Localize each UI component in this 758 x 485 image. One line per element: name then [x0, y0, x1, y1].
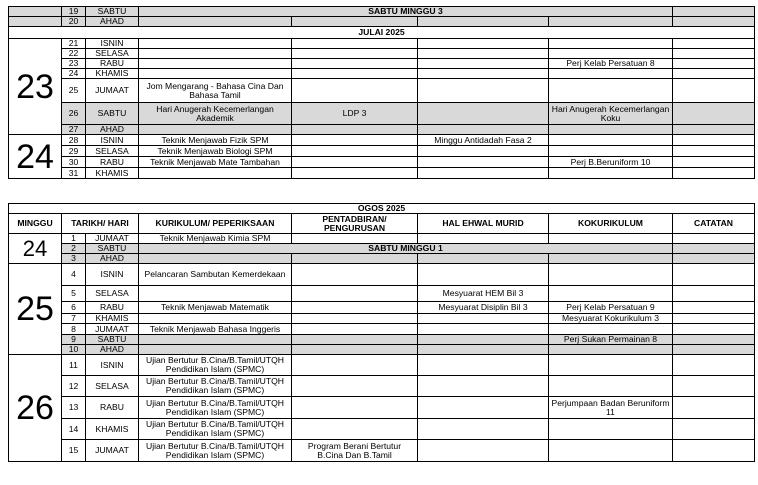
pentadbiran-cell: [292, 302, 418, 314]
pentadbiran-cell: [292, 69, 418, 79]
kokurikulum-cell: Perj Sukan Permainan 8: [549, 335, 673, 345]
hem-cell: [418, 345, 549, 355]
pentadbiran-cell: [292, 125, 418, 135]
day-cell: ISNIN: [86, 135, 139, 146]
kurikulum-cell: [139, 286, 292, 302]
saturday-week-banner: SABTU MINGGU 1: [139, 244, 673, 254]
kokurikulum-cell: [549, 49, 673, 59]
catatan-cell: [673, 59, 755, 69]
catatan-cell: [673, 376, 755, 397]
pentadbiran-cell: LDP 3: [292, 103, 418, 125]
pentadbiran-cell: [292, 39, 418, 49]
hem-cell: [418, 59, 549, 69]
catatan-cell: [673, 302, 755, 314]
kokurikulum-cell: [549, 168, 673, 179]
catatan-cell: [673, 264, 755, 286]
kurikulum-cell: Teknik Menjawab Fizik SPM: [139, 135, 292, 146]
kokurikulum-cell: [549, 135, 673, 146]
kurikulum-cell: Teknik Menjawab Kimia SPM: [139, 234, 292, 244]
pentadbiran-cell: [292, 419, 418, 440]
pentadbiran-cell: [292, 17, 418, 27]
day-cell: ISNIN: [86, 39, 139, 49]
catatan-cell: [673, 157, 755, 168]
hem-cell: [418, 125, 549, 135]
hem-cell: [418, 234, 549, 244]
hem-cell: [418, 324, 549, 335]
kurikulum-cell: Pelancaran Sambutan Kemerdekaan: [139, 264, 292, 286]
day-cell: RABU: [86, 157, 139, 168]
date-cell: 21: [62, 39, 86, 49]
catatan-cell: [673, 125, 755, 135]
hem-cell: [418, 376, 549, 397]
kurikulum-cell: Ujian Bertutur B.Cina/B.Tamil/UTQH Pendidikan Islam (SPMC): [139, 440, 292, 462]
kokurikulum-cell: [549, 69, 673, 79]
date-cell: 10: [62, 345, 86, 355]
day-cell: KHAMIS: [86, 168, 139, 179]
hem-cell: [418, 49, 549, 59]
kurikulum-cell: Hari Anugerah Kecemerlangan Akademik: [139, 103, 292, 125]
day-cell: KHAMIS: [86, 419, 139, 440]
day-cell: SABTU: [86, 335, 139, 345]
pentadbiran-cell: [292, 345, 418, 355]
day-cell: SELASA: [86, 286, 139, 302]
pentadbiran-cell: [292, 376, 418, 397]
pentadbiran-cell: [292, 286, 418, 302]
pentadbiran-cell: [292, 254, 418, 264]
kokurikulum-cell: [549, 324, 673, 335]
week-number: 23: [9, 39, 62, 135]
day-cell: JUMAAT: [86, 234, 139, 244]
date-cell: 14: [62, 419, 86, 440]
date-cell: 23: [62, 59, 86, 69]
hem-cell: Minggu Antidadah Fasa 2: [418, 135, 549, 146]
date-cell: 27: [62, 125, 86, 135]
kurikulum-cell: Jom Mengarang - Bahasa Cina Dan Bahasa Tamil: [139, 79, 292, 103]
kokurikulum-cell: Mesyuarat Kokurikulum 3: [549, 314, 673, 324]
kurikulum-cell: [139, 69, 292, 79]
kurikulum-cell: [139, 17, 292, 27]
kokurikulum-cell: [549, 234, 673, 244]
kurikulum-cell: [139, 254, 292, 264]
catatan-cell: [673, 244, 755, 254]
pentadbiran-cell: [292, 335, 418, 345]
header-hem: HAL EHWAL MURID: [418, 214, 549, 234]
catatan-cell: [673, 314, 755, 324]
date-cell: 12: [62, 376, 86, 397]
day-cell: AHAD: [86, 345, 139, 355]
catatan-cell: [673, 324, 755, 335]
kokurikulum-cell: [549, 125, 673, 135]
pentadbiran-cell: Program Berani Bertutur B.Cina Dan B.Tamil: [292, 440, 418, 462]
week-number: 26: [9, 355, 62, 462]
day-cell: JUMAAT: [86, 440, 139, 462]
hem-cell: [418, 69, 549, 79]
day-cell: SABTU: [86, 7, 139, 17]
day-cell: SELASA: [86, 376, 139, 397]
kurikulum-cell: [139, 125, 292, 135]
hem-cell: [418, 103, 549, 125]
pentadbiran-cell: [292, 314, 418, 324]
hem-cell: [418, 157, 549, 168]
kurikulum-cell: [139, 314, 292, 324]
catatan-cell: [673, 7, 755, 17]
kurikulum-cell: Ujian Bertutur B.Cina/B.Tamil/UTQH Pendidikan Islam (SPMC): [139, 419, 292, 440]
hem-cell: [418, 314, 549, 324]
catatan-cell: [673, 135, 755, 146]
date-cell: 22: [62, 49, 86, 59]
pentadbiran-cell: [292, 157, 418, 168]
kokurikulum-cell: [549, 254, 673, 264]
day-cell: RABU: [86, 397, 139, 419]
catatan-cell: [673, 168, 755, 179]
day-cell: JUMAAT: [86, 79, 139, 103]
catatan-cell: [673, 17, 755, 27]
date-cell: 9: [62, 335, 86, 345]
hem-cell: [418, 254, 549, 264]
date-cell: 8: [62, 324, 86, 335]
date-cell: 19: [62, 7, 86, 17]
date-cell: 6: [62, 302, 86, 314]
month-header: JULAI 2025: [9, 27, 755, 39]
hem-cell: Mesyuarat Disiplin Bil 3: [418, 302, 549, 314]
kurikulum-cell: Ujian Bertutur B.Cina/B.Tamil/UTQH Pendidikan Islam (SPMC): [139, 397, 292, 419]
month-header: OGOS 2025: [9, 204, 755, 214]
pentadbiran-cell: [292, 168, 418, 179]
kokurikulum-cell: [549, 355, 673, 376]
kurikulum-cell: Teknik Menjawab Matematik: [139, 302, 292, 314]
day-cell: SELASA: [86, 49, 139, 59]
pentadbiran-cell: [292, 234, 418, 244]
kokurikulum-cell: Perjumpaan Badan Beruniform 11: [549, 397, 673, 419]
pentadbiran-cell: [292, 264, 418, 286]
kokurikulum-cell: Perj B.Beruniform 10: [549, 157, 673, 168]
day-cell: AHAD: [86, 254, 139, 264]
date-cell: 7: [62, 314, 86, 324]
catatan-cell: [673, 146, 755, 157]
day-cell: RABU: [86, 59, 139, 69]
hem-cell: [418, 264, 549, 286]
kurikulum-cell: [139, 49, 292, 59]
week-cell: [9, 17, 62, 27]
catatan-cell: [673, 49, 755, 59]
hem-cell: [418, 440, 549, 462]
hem-cell: [418, 397, 549, 419]
pentadbiran-cell: [292, 79, 418, 103]
kokurikulum-cell: [549, 264, 673, 286]
kurikulum-cell: [139, 345, 292, 355]
catatan-cell: [673, 286, 755, 302]
hem-cell: [418, 355, 549, 376]
date-cell: 30: [62, 157, 86, 168]
date-cell: 25: [62, 79, 86, 103]
day-cell: RABU: [86, 302, 139, 314]
kokurikulum-cell: [549, 146, 673, 157]
hem-cell: Mesyuarat HEM Bil 3: [418, 286, 549, 302]
day-cell: AHAD: [86, 17, 139, 27]
catatan-cell: [673, 234, 755, 244]
kokurikulum-cell: [549, 440, 673, 462]
hem-cell: [418, 419, 549, 440]
catatan-cell: [673, 355, 755, 376]
kokurikulum-cell: [549, 419, 673, 440]
hem-cell: [418, 79, 549, 103]
week-number: 25: [9, 264, 62, 355]
catatan-cell: [673, 335, 755, 345]
kurikulum-cell: [139, 168, 292, 179]
catatan-cell: [673, 345, 755, 355]
hem-cell: [418, 335, 549, 345]
pentadbiran-cell: [292, 59, 418, 69]
hem-cell: [418, 17, 549, 27]
kokurikulum-cell: [549, 286, 673, 302]
week-number: 24: [9, 234, 62, 264]
pentadbiran-cell: [292, 135, 418, 146]
day-cell: ISNIN: [86, 355, 139, 376]
catatan-cell: [673, 440, 755, 462]
day-cell: AHAD: [86, 125, 139, 135]
ogos-calendar-table: [8, 203, 755, 462]
julai-calendar-table: [8, 6, 755, 179]
pentadbiran-cell: [292, 49, 418, 59]
date-cell: 26: [62, 103, 86, 125]
header-tarikh: TARIKH/ HARI: [62, 214, 139, 234]
catatan-cell: [673, 419, 755, 440]
day-cell: ISNIN: [86, 264, 139, 286]
kurikulum-cell: Teknik Menjawab Biologi SPM: [139, 146, 292, 157]
day-cell: JUMAAT: [86, 324, 139, 335]
kokurikulum-cell: [549, 79, 673, 103]
hem-cell: [418, 39, 549, 49]
kurikulum-cell: Ujian Bertutur B.Cina/B.Tamil/UTQH Pendidikan Islam (SPMC): [139, 376, 292, 397]
kurikulum-cell: [139, 39, 292, 49]
hem-cell: [418, 146, 549, 157]
date-cell: 1: [62, 234, 86, 244]
catatan-cell: [673, 79, 755, 103]
pentadbiran-cell: [292, 397, 418, 419]
pentadbiran-cell: [292, 324, 418, 335]
date-cell: 5: [62, 286, 86, 302]
day-cell: KHAMIS: [86, 314, 139, 324]
date-cell: 3: [62, 254, 86, 264]
kurikulum-cell: [139, 335, 292, 345]
date-cell: 29: [62, 146, 86, 157]
day-cell: SABTU: [86, 244, 139, 254]
header-minggu: MINGGU: [9, 214, 62, 234]
hem-cell: [418, 168, 549, 179]
week-cell: [9, 7, 62, 17]
kurikulum-cell: Teknik Menjawab Mate Tambahan: [139, 157, 292, 168]
saturday-week-banner: SABTU MINGGU 3: [139, 7, 673, 17]
date-cell: 24: [62, 69, 86, 79]
header-kokurikulum: KOKURIKULUM: [549, 214, 673, 234]
kurikulum-cell: [139, 59, 292, 69]
date-cell: 4: [62, 264, 86, 286]
date-cell: 2: [62, 244, 86, 254]
kokurikulum-cell: [549, 17, 673, 27]
pentadbiran-cell: [292, 146, 418, 157]
kokurikulum-cell: Perj Kelab Persatuan 9: [549, 302, 673, 314]
day-cell: KHAMIS: [86, 69, 139, 79]
kurikulum-cell: Teknik Menjawab Bahasa Inggeris: [139, 324, 292, 335]
kurikulum-cell: Ujian Bertutur B.Cina/B.Tamil/UTQH Pendidikan Islam (SPMC): [139, 355, 292, 376]
week-number: 24: [9, 135, 62, 179]
catatan-cell: [673, 39, 755, 49]
catatan-cell: [673, 254, 755, 264]
kokurikulum-cell: Perj Kelab Persatuan 8: [549, 59, 673, 69]
catatan-cell: [673, 103, 755, 125]
date-cell: 31: [62, 168, 86, 179]
header-kurikulum: KURIKULUM/ PEPERIKSAAN: [139, 214, 292, 234]
header-pentadbiran: PENTADBIRAN/ PENGURUSAN: [292, 214, 418, 234]
kokurikulum-cell: [549, 376, 673, 397]
catatan-cell: [673, 397, 755, 419]
kokurikulum-cell: Hari Anugerah Kecemerlangan Koku: [549, 103, 673, 125]
date-cell: 13: [62, 397, 86, 419]
date-cell: 28: [62, 135, 86, 146]
date-cell: 11: [62, 355, 86, 376]
day-cell: SELASA: [86, 146, 139, 157]
header-catatan: CATATAN: [673, 214, 755, 234]
pentadbiran-cell: [292, 355, 418, 376]
date-cell: 15: [62, 440, 86, 462]
day-cell: SABTU: [86, 103, 139, 125]
date-cell: 20: [62, 17, 86, 27]
catatan-cell: [673, 69, 755, 79]
kokurikulum-cell: [549, 39, 673, 49]
kokurikulum-cell: [549, 345, 673, 355]
